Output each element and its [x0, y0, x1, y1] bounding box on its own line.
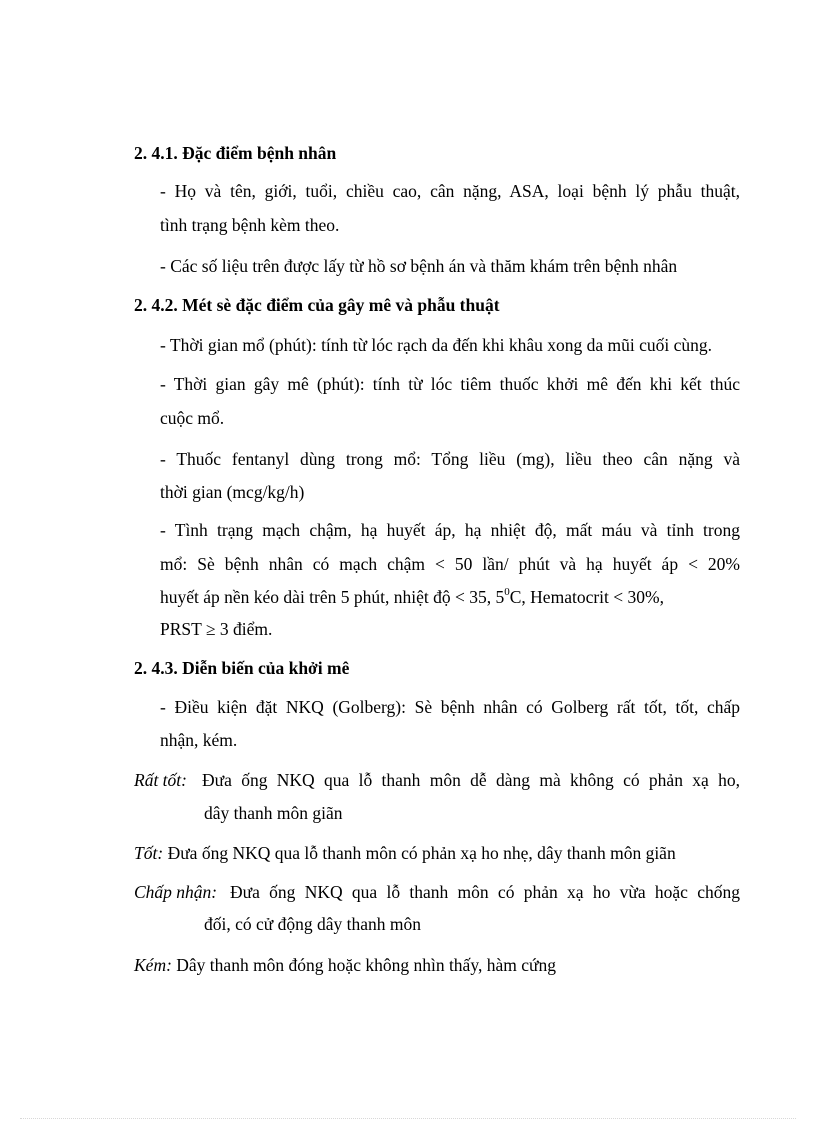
definition-very-good [134, 769, 740, 791]
term-good: Tốt: [134, 843, 164, 863]
definition-poor [134, 954, 556, 976]
definition-good [134, 842, 676, 864]
paragraph-line: PRST ≥ 3 điểm. [160, 619, 273, 639]
definition-text: Đưa ống NKQ qua lỗ thanh môn có phản xạ ho vừa hoặc chống [230, 882, 740, 902]
paragraph-line: mổ: Sè bệnh nhân có mạch chậm < 50 lần/ phút và hạ huyết áp < 20% [160, 554, 740, 574]
term-poor: Kém: [134, 955, 172, 975]
definition-text: Đưa ống NKQ qua lỗ thanh môn dễ dàng mà không có phản xạ ho, [202, 770, 740, 790]
definition-text: Dây thanh môn đóng hoặc không nhìn thấy, hàm cứng [176, 955, 556, 975]
paragraph-line: - Điều kiện đặt NKQ (Golberg): Sè bệnh nhân có Golberg rất tốt, tốt, chấp [160, 697, 740, 717]
paragraph-line: thời gian (mcg/kg/h) [160, 482, 305, 502]
term-very-good: Rất tốt: [134, 770, 187, 790]
paragraph-line: tình trạng bệnh kèm theo. [160, 215, 340, 235]
paragraph-line [160, 586, 740, 608]
section-heading-4-2: 2. 4.2. Mét sè đặc điểm của gây mê và phẫu thuật [134, 295, 500, 315]
superscript-degree: 0 [504, 586, 510, 599]
paragraph-line: cuộc mổ. [160, 408, 225, 428]
section-heading-4-1: 2. 4.1. Đặc điểm bệnh nhân [134, 143, 337, 163]
paragraph-line: - Thuốc fentanyl dùng trong mổ: Tổng liều (mg), liều theo cân nặng và [160, 449, 740, 469]
footer-dotted-divider [20, 1118, 796, 1119]
definition-continuation: dây thanh môn giãn [204, 803, 343, 823]
definition-acceptable [134, 881, 740, 903]
text-run: huyết áp nền kéo dài trên 5 phút, nhiệt độ < 35, $5^0C$, Hematocrit < 30%, [160, 586, 664, 607]
paragraph-line: nhận, kém. [160, 730, 238, 750]
section-heading-4-3: 2. 4.3. Diễn biến của khởi mê [134, 658, 350, 678]
paragraph-line: - Tình trạng mạch chậm, hạ huyết áp, hạ nhiệt độ, mất máu và tỉnh trong [160, 520, 740, 540]
paragraph-line: - Thời gian mổ (phút): tính từ lóc rạch da đến khi khâu xong da mũi cuối cùng. [160, 335, 713, 355]
paragraph-line: - Họ và tên, giới, tuổi, chiều cao, cân nặng, ASA, loại bệnh lý phẫu thuật, [160, 181, 740, 201]
term-acceptable: Chấp nhận: [134, 882, 218, 902]
paragraph-line: - Thời gian gây mê (phút): tính từ lóc tiêm thuốc khởi mê đến khi kết thúc [160, 374, 740, 394]
definition-text: Đưa ống NKQ qua lỗ thanh môn có phản xạ ho nhẹ, dây thanh môn giãn [167, 843, 676, 863]
definition-continuation: đối, có cử động dây thanh môn [204, 914, 422, 934]
paragraph-line: - Các số liệu trên được lấy từ hồ sơ bệnh án và thăm khám trên bệnh nhân [160, 256, 678, 276]
